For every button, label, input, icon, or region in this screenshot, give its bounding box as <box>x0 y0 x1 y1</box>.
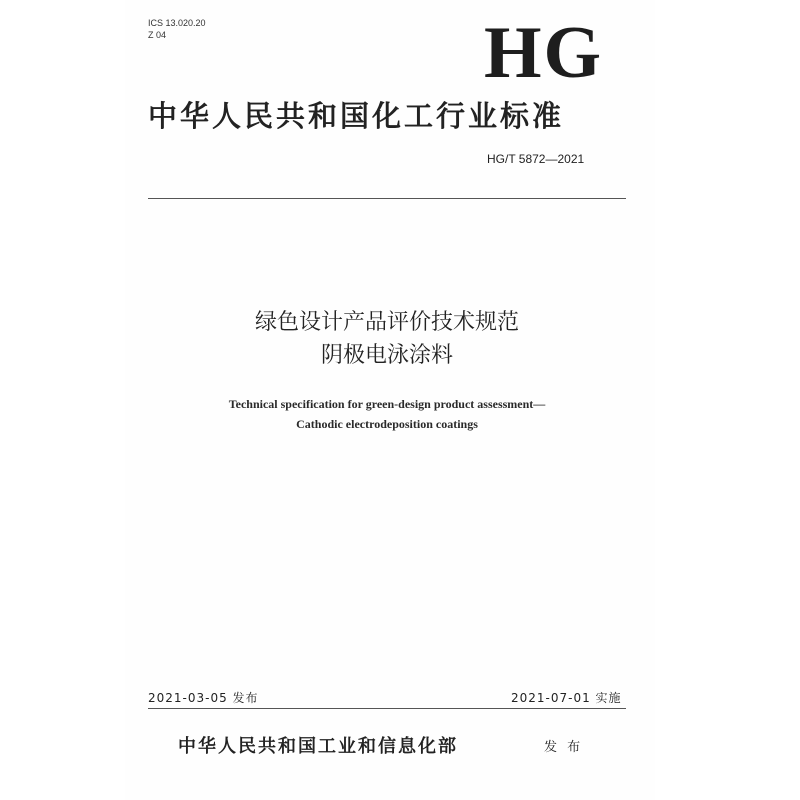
standard-number: HG/T 5872—2021 <box>487 152 585 166</box>
chinese-title-line-2: 阴极电泳涂料 <box>320 343 453 368</box>
bottom-divider <box>148 708 626 709</box>
chinese-title <box>148 306 626 372</box>
issue-date: 2021-03-05 发布 <box>148 691 259 705</box>
english-title-line-2: Cathodic electrodeposition coatings <box>296 417 478 431</box>
standard-category-title: 中华人民共和国化工行业标准 <box>148 99 565 133</box>
hg-logo: HG <box>484 12 604 94</box>
classification-codes <box>148 17 206 41</box>
ccs-code: Z 04 <box>148 30 167 40</box>
implementation-date: 2021-07-01 实施 <box>511 691 622 705</box>
chinese-title-line-1: 绿色设计产品评价技术规范 <box>254 310 519 335</box>
english-title <box>148 394 626 434</box>
top-divider <box>148 198 626 199</box>
ics-code: ICS 13.020.20 <box>148 18 206 28</box>
issuing-authority: 中华人民共和国工业和信息化部 <box>178 736 458 757</box>
issuing-label: 发 布 <box>544 740 584 755</box>
english-title-line-1: Technical specification for green-design product assessment— <box>228 397 546 411</box>
